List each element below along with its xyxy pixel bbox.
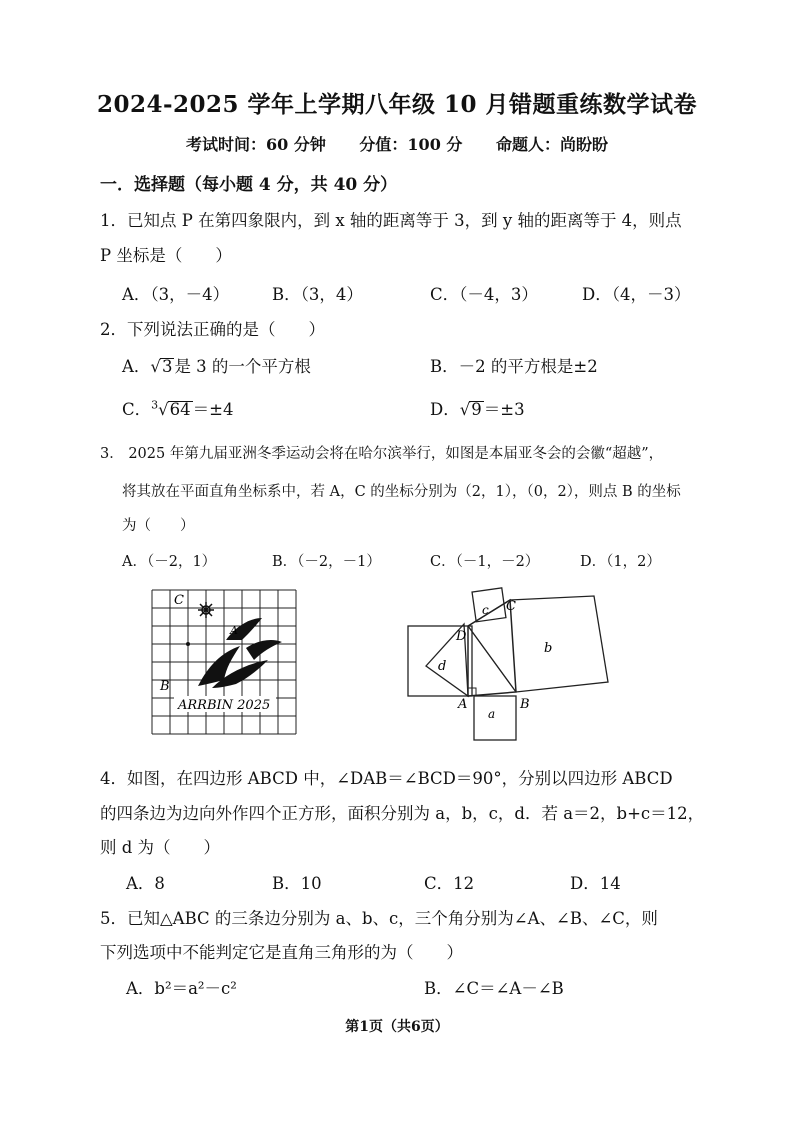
q1-line2: P 坐标是（ ） <box>100 246 232 265</box>
q5-option-b: B．∠C＝∠A－∠B <box>424 979 564 998</box>
q2-a-radicand: 3 <box>161 357 173 376</box>
q4-line1: 4．如图，在四边形 ABCD 中，∠DAB＝∠BCD＝90°，分别以四边形 ABCD <box>100 769 673 788</box>
q2-d-text: ＝±3 <box>483 400 525 419</box>
area-label-b: b <box>544 641 553 656</box>
q5-option-a: A．b²＝a²－c² <box>126 979 237 998</box>
q4-option-d: D．14 <box>570 874 621 893</box>
square-b <box>468 596 608 692</box>
exam-author: 命题人：尚盼盼 <box>495 135 608 154</box>
area-label-a: a <box>488 707 496 721</box>
q2-c-prefix: C． <box>122 400 152 419</box>
sqrt-sign: √ <box>158 400 169 419</box>
q2-option-c <box>122 396 233 420</box>
section-heading: 一．选择题（每小题 4 分，共 40 分） <box>100 175 398 195</box>
q5-line2: 下列选项中不能判定它是直角三角形的为（ ） <box>100 943 463 962</box>
q2-a-prefix: A． <box>122 357 151 376</box>
q2-option-d <box>430 396 525 420</box>
area-label-d: d <box>438 659 447 674</box>
q2-c-text: ＝±4 <box>192 400 234 419</box>
q3-option-a: A．（－2，1） <box>122 554 217 570</box>
q2-d-prefix: D． <box>430 400 460 419</box>
q3-line3: 为（ ） <box>122 518 195 534</box>
exam-info <box>0 132 794 155</box>
q4-option-a: A．8 <box>126 874 165 893</box>
q2-a-text: 是 3 的一个平方根 <box>174 357 311 376</box>
label-b: B <box>160 679 170 694</box>
q2-c-index: 3 <box>151 398 159 412</box>
q4-squares-figure <box>398 570 624 746</box>
q4-line3: 则 d 为（ ） <box>100 838 221 857</box>
exam-score: 分值：100 分 <box>359 135 463 154</box>
q3-option-b: B．（－2，－1） <box>272 554 381 570</box>
label-c: C <box>174 593 184 608</box>
diagonal <box>468 626 516 692</box>
sqrt-sign: √ <box>459 400 471 419</box>
q3-option-d: D．（1，2） <box>580 554 661 570</box>
q4-option-c: C．12 <box>424 874 475 893</box>
area-label-c: c <box>482 603 489 617</box>
exam-time: 考试时间：60 分钟 <box>186 135 326 154</box>
q1-line1: 1．已知点 P 在第四象限内，到 x 轴的距离等于 3，到 y 轴的距离等于 4，则点 <box>100 211 682 230</box>
q2-d-radicand: 9 <box>471 400 482 419</box>
q3-line1: 3． 2025 年第九届亚洲冬季运动会将在哈尔滨举行，如图是本届亚冬会的会徽“超越”， <box>100 446 664 462</box>
sqrt-sign: √ <box>150 357 161 376</box>
logo-shape <box>198 618 282 688</box>
logo-text: ARRBIN 2025 <box>178 698 271 713</box>
label-d: D <box>456 629 467 644</box>
q4-line2: 的四条边为边向外作四个正方形，面积分别为 a，b，c，d．若 a＝2，b+c＝12， <box>100 804 705 823</box>
exam-title: 2024-2025 学年上学期八年级 10 月错题重练数学试卷 <box>96 91 698 118</box>
q2-c-radicand: 64 <box>169 400 191 419</box>
label-a: A <box>230 624 238 637</box>
q5-line1: 5．已知△ABC 的三条边分别为 a、b、c，三个角分别为∠A、∠B、∠C，则 <box>100 909 658 928</box>
label-c: C <box>506 599 516 614</box>
page-footer: 第1页（共6页） <box>345 1019 449 1035</box>
q2-option-a <box>122 353 311 377</box>
q3-option-c: C．（－1，－2） <box>430 554 540 570</box>
q2-option-b: B．－2 的平方根是±2 <box>430 357 598 376</box>
point-dot <box>186 642 190 646</box>
q1-option-b: B．（3，4） <box>272 285 363 304</box>
q3-grid-figure <box>150 588 298 738</box>
q1-option-c: C．（－4，3） <box>430 285 538 304</box>
q4-option-b: B．10 <box>272 874 322 893</box>
label-a: A <box>458 697 468 712</box>
label-b: B <box>520 697 530 712</box>
q1-option-d: D．（4，－3） <box>582 285 691 304</box>
q3-line2: 将其放在平面直角坐标系中，若 A，C 的坐标分别为（2，1），（0，2），则点 B 的坐标 <box>122 484 681 500</box>
q1-option-a: A．（3，－4） <box>122 285 230 304</box>
q2-stem: 2．下列说法正确的是（ ） <box>100 320 325 339</box>
sun-icon <box>198 602 214 618</box>
